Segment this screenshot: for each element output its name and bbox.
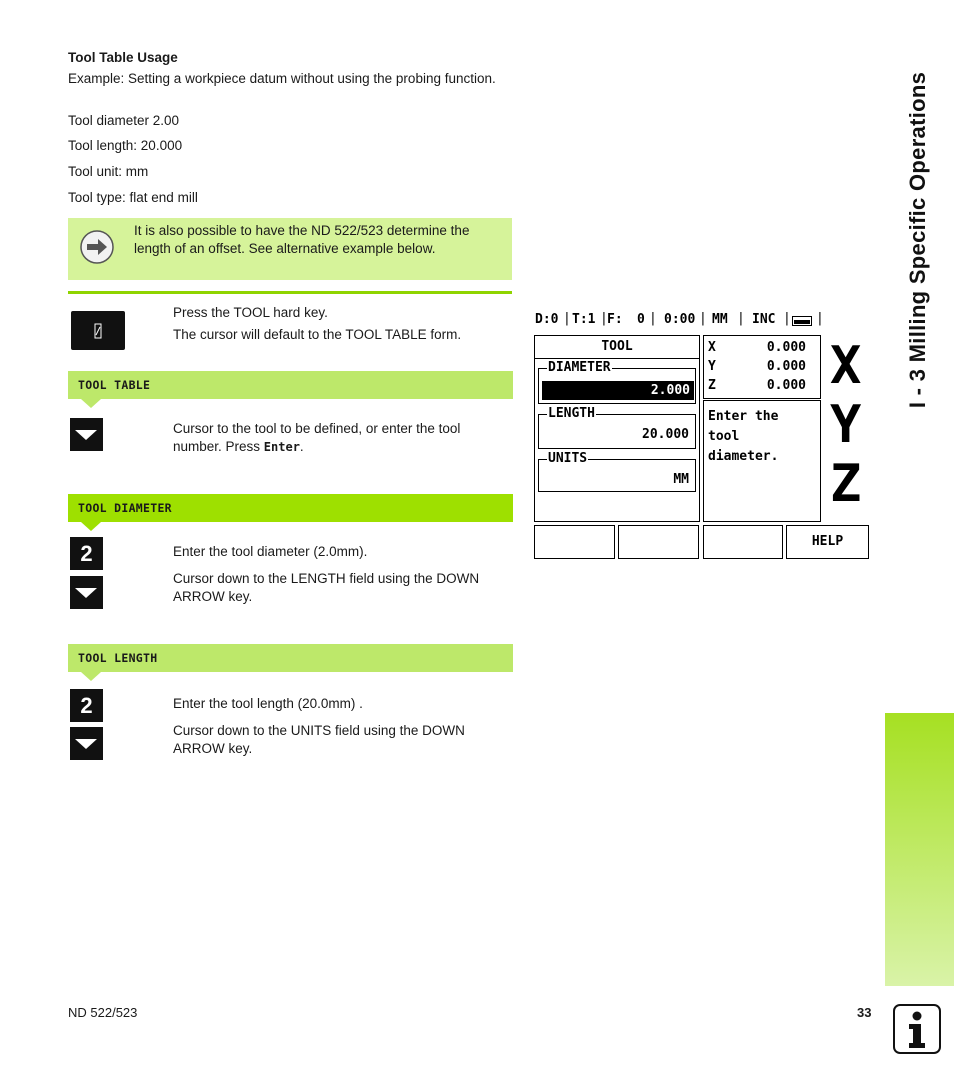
diameter-field[interactable] (538, 360, 696, 404)
units-field[interactable] (538, 451, 696, 492)
arrow-right-icon (79, 229, 115, 265)
step3-line1: Enter the tool diameter (2.0mm). (173, 544, 368, 559)
status-sep: | (699, 311, 707, 326)
section-bar-tool-length (68, 644, 513, 672)
status-sep: | (563, 311, 571, 326)
status-sep: | (737, 311, 745, 326)
units-label: UNITS (548, 451, 588, 466)
chapter-tab (885, 713, 954, 986)
footer-model: ND 522/523 (68, 1005, 138, 1020)
status-feed-value: 0 (637, 312, 645, 327)
param-unit: Tool unit: mm (68, 164, 149, 179)
down-arrow-key[interactable] (70, 418, 103, 451)
step4-line1: Enter the tool length (20.0mm) . (173, 696, 363, 711)
length-value[interactable]: 20.000 (642, 427, 689, 442)
status-feed: F: (607, 312, 623, 327)
big-axis-z: Z (830, 454, 862, 514)
help-panel (703, 400, 821, 522)
step1-line2: The cursor will default to the TOOL TABLE form. (173, 327, 462, 342)
axis-value-y: 0.000 (766, 359, 806, 374)
bar-pointer (81, 522, 101, 531)
axis-value-x: 0.000 (766, 340, 806, 355)
section-bar-tool-diameter (68, 494, 513, 522)
status-datum: D:0 (535, 312, 559, 327)
units-value[interactable]: MM (673, 472, 689, 487)
tool-form (534, 335, 700, 522)
down-arrow-key[interactable] (70, 727, 103, 760)
number-key-2[interactable]: 2 (70, 689, 103, 722)
status-time: 0:00 (664, 312, 696, 327)
chapter-title: I - 3 Milling Specific Operations (905, 71, 930, 409)
bar-pointer (81, 672, 101, 681)
note-text: It is also possible to have the ND 522/523 determine the length of an offset. See alternative example below. (134, 223, 470, 256)
step1-line1: Press the TOOL hard key. (173, 305, 328, 320)
step2-instruction: Cursor to the tool to be defined, or enter the tool number. Press (173, 421, 461, 454)
status-sep: | (649, 311, 657, 326)
bar-label: TOOL TABLE (78, 378, 151, 392)
bar-label: TOOL DIAMETER (78, 501, 172, 515)
bar-label: TOOL LENGTH (78, 651, 158, 665)
diameter-value[interactable]: 2.000 (542, 381, 694, 400)
softkey-2[interactable] (618, 525, 699, 559)
number-key-2[interactable]: 2 (70, 537, 103, 570)
status-tool: T:1 (572, 312, 596, 327)
status-sep: | (783, 311, 791, 326)
big-axis-x: X (830, 336, 862, 396)
axis-label-z: Z (708, 378, 716, 393)
help-text: Enter the tool diameter. (708, 409, 779, 464)
ruler-icon (792, 316, 812, 326)
softkey-3[interactable] (703, 525, 783, 559)
step3-line2: Cursor down to the LENGTH field using the DOWN ARROW key. (173, 571, 480, 604)
param-length: Tool length: 20.000 (68, 138, 183, 153)
intro-text: Example: Setting a workpiece datum without using the probing function. (68, 71, 496, 86)
big-axis-y: Y (830, 395, 862, 455)
tool-key[interactable] (71, 311, 125, 350)
section-title: Tool Table Usage (68, 50, 178, 65)
tool-icon (94, 323, 102, 339)
param-diameter: Tool diameter 2.00 (68, 113, 180, 128)
divider (68, 291, 512, 294)
section-bar-tool-table (68, 371, 513, 399)
step2-text (173, 420, 503, 456)
status-sep: | (600, 311, 608, 326)
note-box (68, 218, 512, 280)
softkey-1[interactable] (534, 525, 615, 559)
step2-period: . (299, 439, 304, 454)
info-glyph (904, 1011, 930, 1049)
form-title: TOOL (535, 336, 699, 359)
axis-label-y: Y (708, 359, 716, 374)
status-sep: | (816, 311, 824, 326)
length-label: LENGTH (548, 406, 595, 421)
help-softkey[interactable]: HELP (786, 525, 869, 559)
diameter-label: DIAMETER (548, 360, 611, 375)
enter-key-label: Enter (263, 440, 300, 454)
step4-line2: Cursor down to the UNITS field using the DOWN ARROW key. (173, 723, 465, 756)
axis-label-x: X (708, 340, 716, 355)
axis-value-z: 0.000 (766, 378, 806, 393)
down-arrow-key[interactable] (70, 576, 103, 609)
page-number: 33 (857, 1005, 872, 1020)
status-unit: MM (712, 312, 728, 327)
info-icon (893, 1004, 941, 1054)
param-type: Tool type: flat end mill (68, 190, 198, 205)
length-field[interactable] (538, 406, 696, 449)
bar-pointer (81, 399, 101, 408)
axis-readout (703, 335, 821, 399)
status-mode: INC (752, 312, 776, 327)
